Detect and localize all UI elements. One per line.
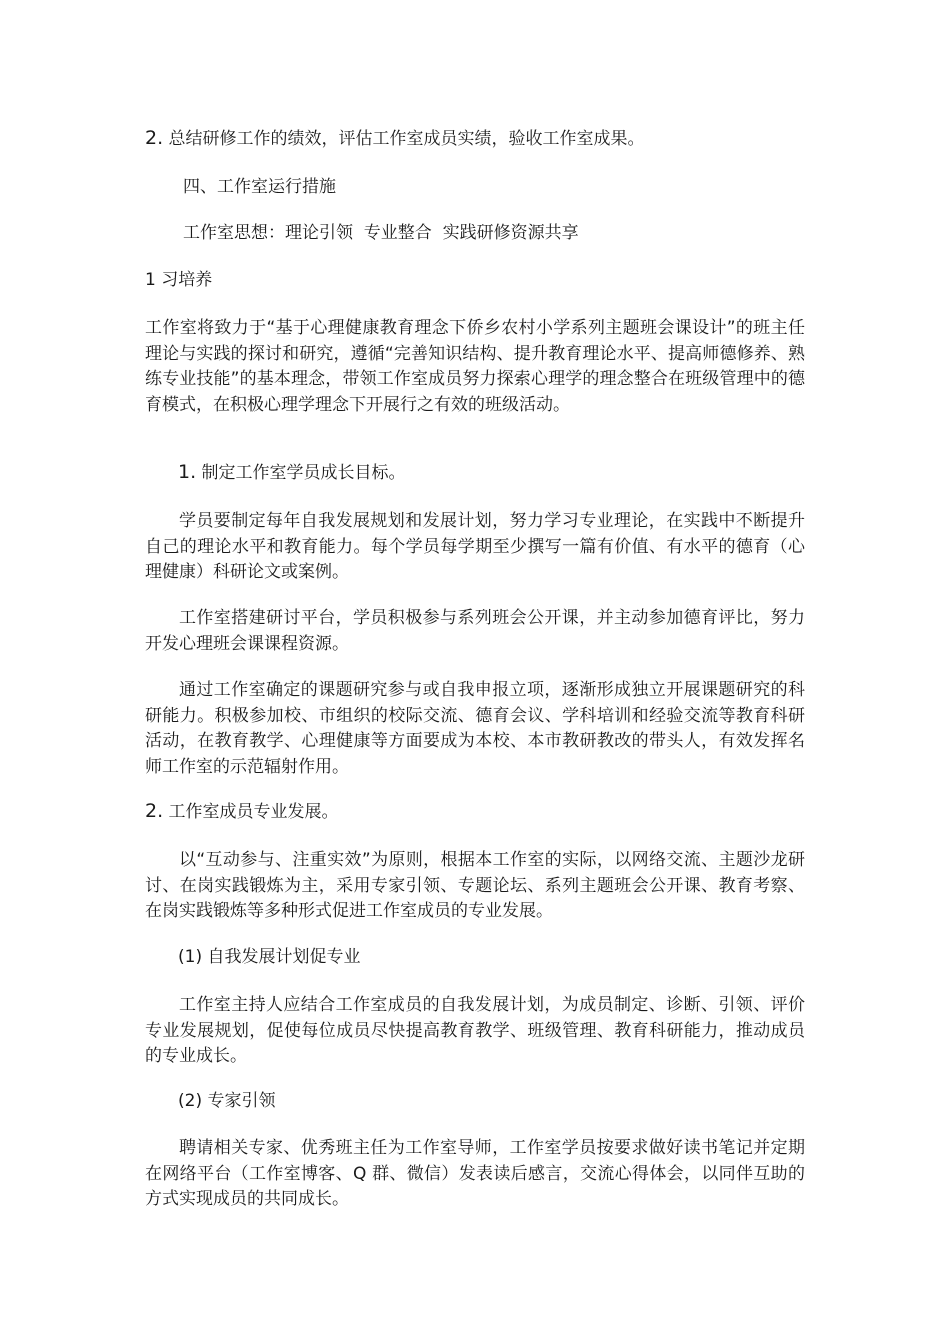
section-heading: 四、工作室运行措施 — [183, 177, 336, 197]
goal-paragraph-1: 学员要制定每年自我发展规划和发展计划，努力学习专业理论，在实践中不断提升自己的理论水平和教育能力。每个学员每学期至少撰写一篇有价值、有水平的德育（心理健康）科研论文或案例。 — [145, 511, 805, 582]
summary-line — [145, 126, 645, 151]
sub-item-2: (2) 专家引领 — [178, 1091, 276, 1111]
item-1-heading — [178, 460, 406, 485]
subheading-study-training: 1 习培养 — [145, 270, 213, 290]
item-1-number: 1. — [178, 461, 197, 483]
thought-line: 工作室思想：理论引领 专业整合 实践研修资源共享 — [183, 223, 579, 243]
summary-number: 2. — [145, 127, 164, 149]
sub-item-2-paragraph: 聘请相关专家、优秀班主任为工作室导师，工作室学员按要求做好读书笔记并定期在网络平台（工作室博客、Q 群、微信）发表读后感言，交流心得体会，以同伴互助的方式实现成员的共同成长。 — [145, 1138, 805, 1209]
item-2-heading — [145, 799, 339, 824]
goal-paragraph-3: 通过工作室确定的课题研究参与或自我申报立项，逐渐形成独立开展课题研究的科研能力。积极参加校、市组织的校际交流、德育会议、学科培训和经验交流等教育科研活动，在教育教学、心理健康等方面要成为本校、本市教研教改的带头人，有效发挥名师工作室的示范辐射作用。 — [145, 680, 805, 777]
item-1-text: 制定工作室学员成长目标。 — [201, 463, 406, 483]
sub-item-1: (1) 自我发展计划促专业 — [178, 947, 361, 967]
intro-paragraph: 工作室将致力于“基于心理健康教育理念下侨乡农村小学系列主题班会课设计”的班主任理论与实践的探讨和研究，遵循“完善知识结构、提升教育理论水平、提高师德修养、熟练专业技能”的基本理念，带领工作室成员努力探索心理学的理念整合在班级管理中的德育模式，在积极心理学理念下开展行之有效的班级活动。 — [145, 318, 805, 415]
item-2-number: 2. — [145, 800, 164, 822]
item-2-text: 工作室成员专业发展。 — [168, 802, 339, 822]
sub-item-1-paragraph: 工作室主持人应结合工作室成员的自我发展计划，为成员制定、诊断、引领、评价专业发展规划，促使每位成员尽快提高教育教学、班级管理、教育科研能力，推动成员的专业成长。 — [145, 995, 805, 1066]
goal-paragraph-2: 工作室搭建研讨平台，学员积极参与系列班会公开课，并主动参加德育评比，努力开发心理班会课课程资源。 — [145, 608, 805, 654]
summary-text: 总结研修工作的绩效，评估工作室成员实绩，验收工作室成果。 — [168, 129, 645, 149]
development-paragraph: 以“互动参与、注重实效”为原则，根据本工作室的实际，以网络交流、主题沙龙研讨、在岗实践锻炼为主，采用专家引领、专题论坛、系列主题班会公开课、教育考察、在岗实践锻炼等多种形式促进工作室成员的专业发展。 — [145, 850, 805, 921]
